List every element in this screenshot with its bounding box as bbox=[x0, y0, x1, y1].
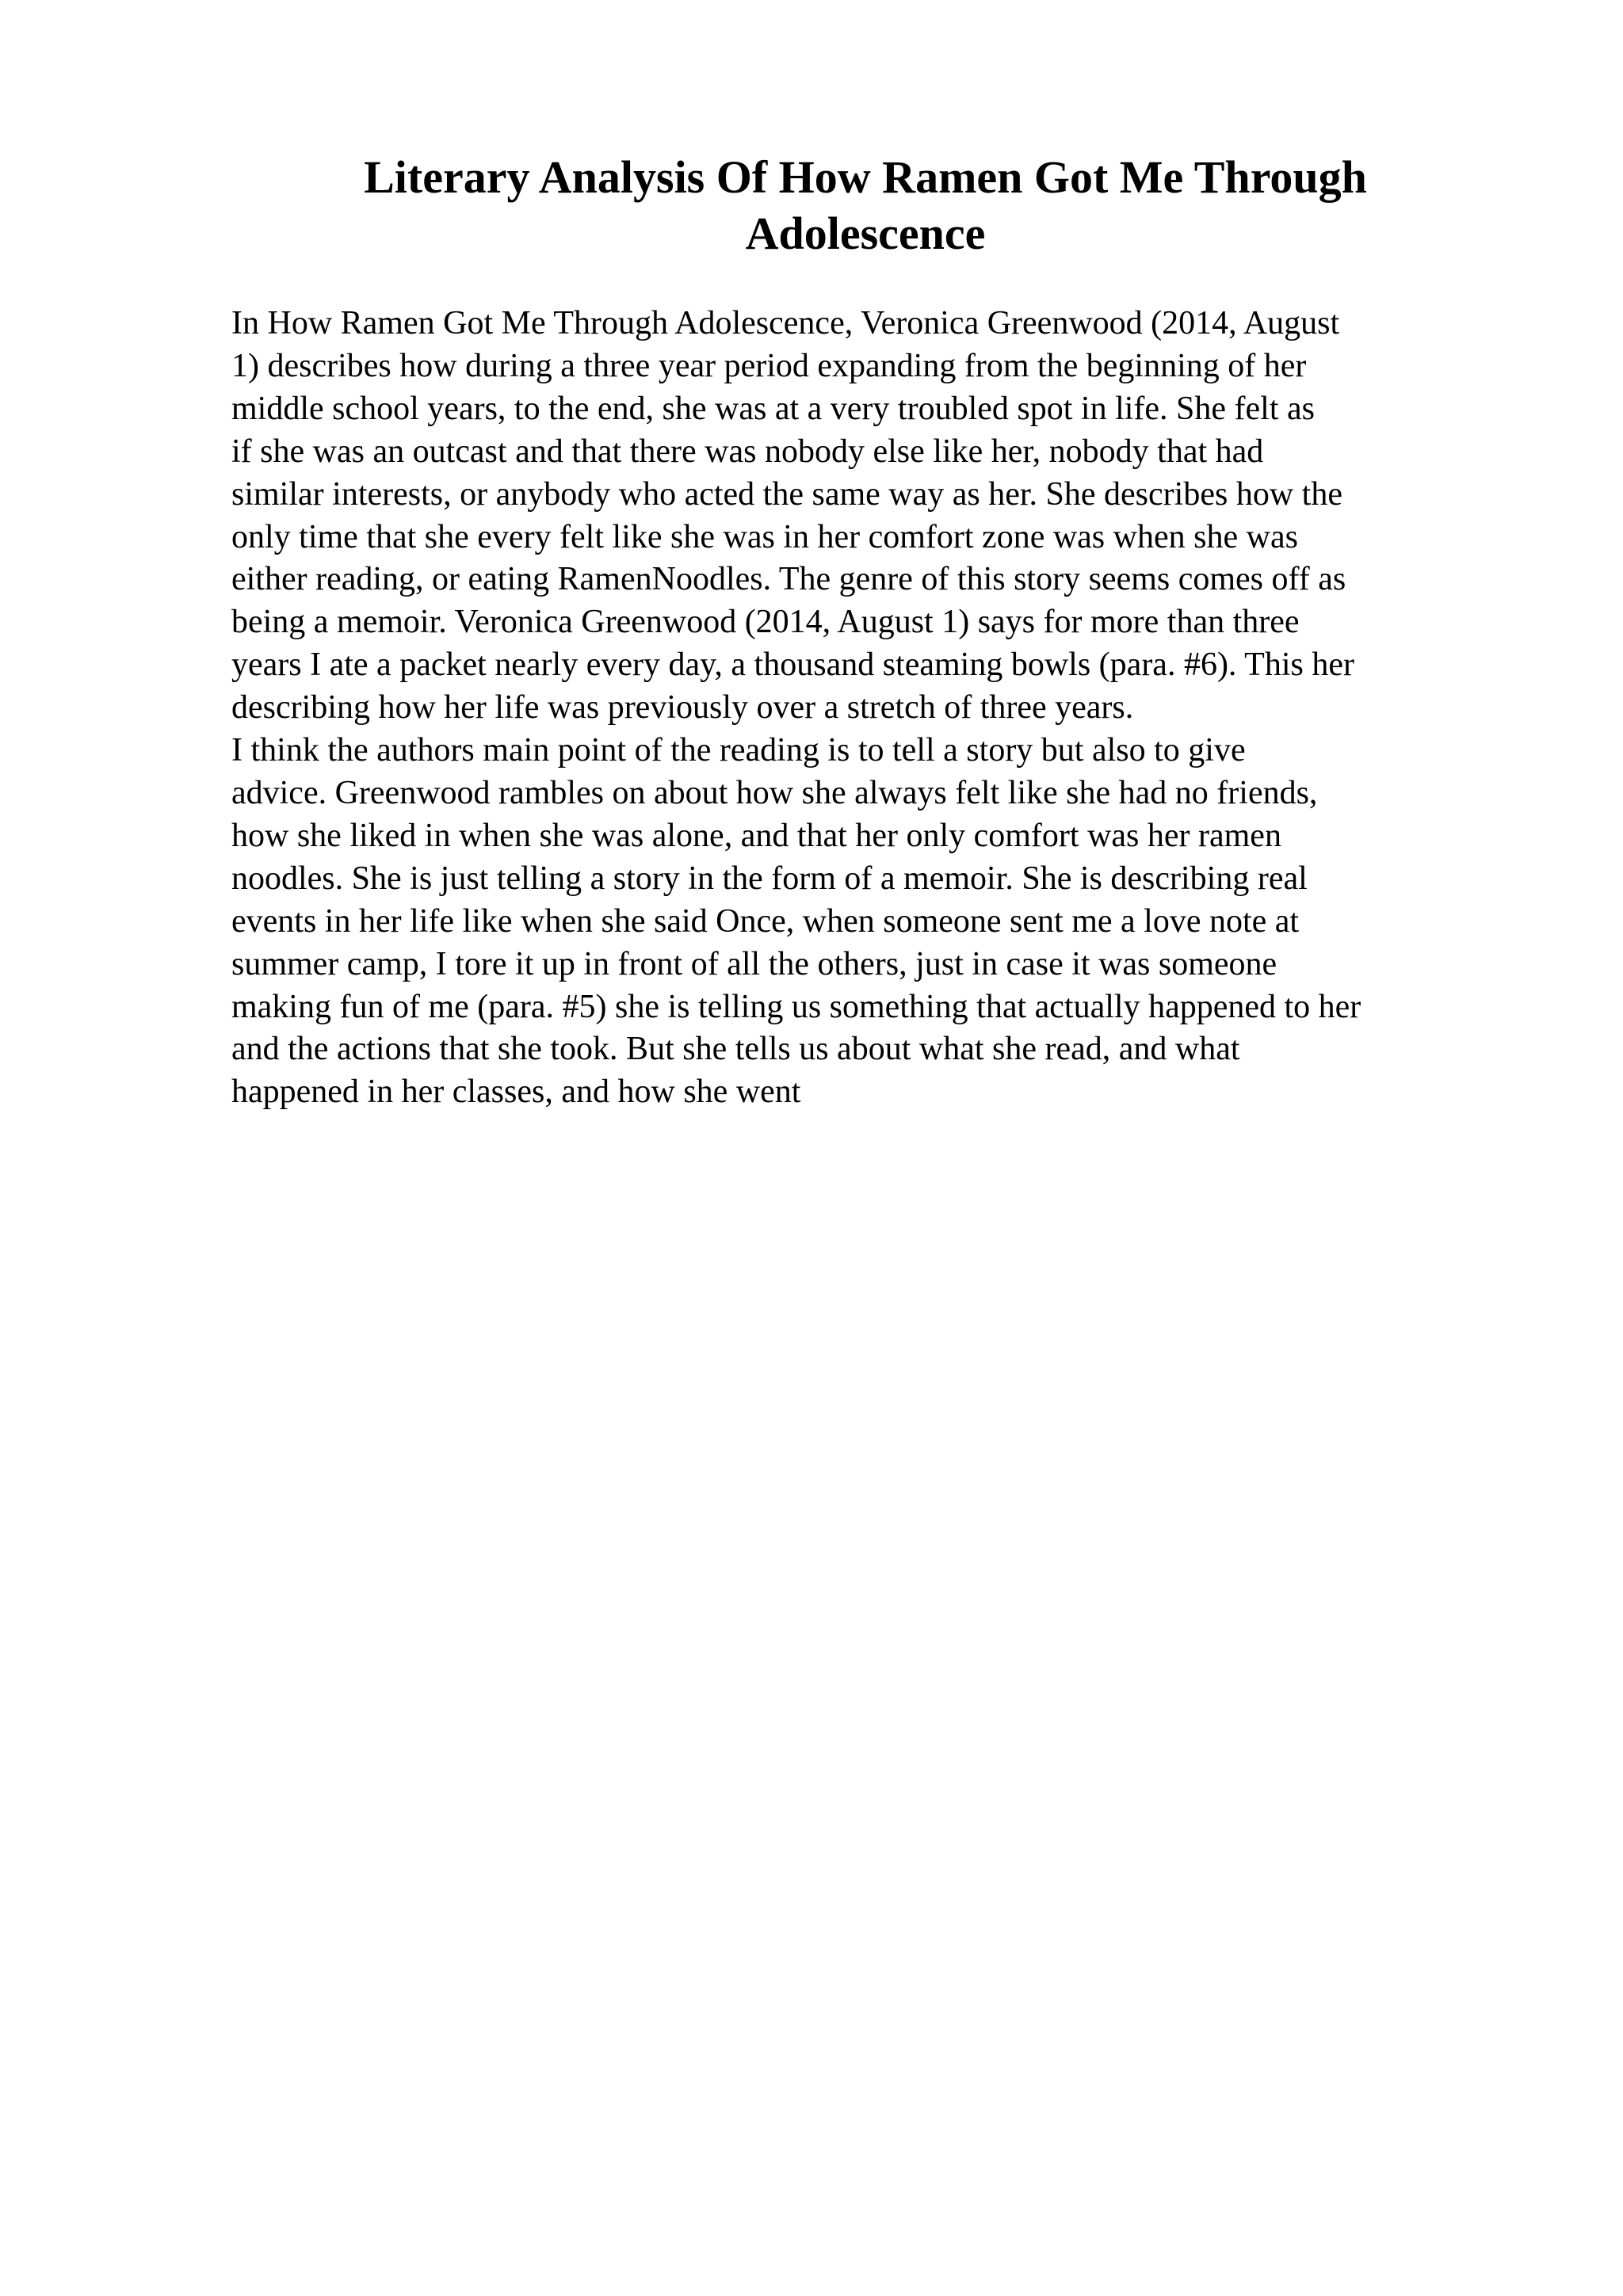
body-line: happened in her classes, and how she went bbox=[231, 1074, 801, 1111]
title-line: Adolescence bbox=[745, 208, 986, 259]
body-line: noodles. She is just telling a story in the form of a memoir. She is describing real bbox=[231, 860, 1308, 897]
body-line: if she was an outcast and that there was nobody else like her, nobody that had bbox=[231, 433, 1264, 470]
body-line: summer camp, I tore it up in front of all the others, just in case it was someone bbox=[231, 945, 1277, 982]
body-line: being a memoir. Veronica Greenwood (2014, August 1) says for more than three bbox=[231, 604, 1300, 641]
body-line: 1) describes how during a three year period expanding from the beginning of her bbox=[231, 347, 1307, 384]
title-line: Literary Analysis Of How Ramen Got Me Through bbox=[364, 151, 1367, 203]
body-line: In How Ramen Got Me Through Adolescence, Veronica Greenwood (2014, August bbox=[231, 305, 1340, 341]
document-title bbox=[230, 149, 1501, 261]
body-line: describing how her life was previously over a stretch of three years. bbox=[231, 689, 1134, 727]
body-line: only time that she every felt like she was in her comfort zone was when she was bbox=[231, 518, 1298, 555]
body-line: similar interests, or anybody who acted the same way as her. She describes how the bbox=[231, 475, 1342, 513]
body-line: advice. Greenwood rambles on about how she always felt like she had no friends, bbox=[231, 774, 1318, 811]
body-line: middle school years, to the end, she was at a very troubled spot in life. She felt as bbox=[231, 390, 1315, 427]
body-line: I think the authors main point of the reading is to tell a story but also to give bbox=[231, 732, 1246, 769]
body-line: and the actions that she took. But she tells us about what she read, and what bbox=[231, 1031, 1240, 1068]
body-line: making fun of me (para. #5) she is telling us something that actually happened to her bbox=[231, 988, 1361, 1025]
document-body bbox=[231, 303, 1515, 1114]
body-line: either reading, or eating RamenNoodles. The genre of this story seems comes off as bbox=[231, 561, 1346, 598]
body-line: events in her life like when she said Once, when someone sent me a love note at bbox=[231, 902, 1300, 940]
body-line: how she liked in when she was alone, and that her only comfort was her ramen bbox=[231, 817, 1281, 854]
body-line: years I ate a packet nearly every day, a thousand steaming bowls (para. #6). This her bbox=[231, 646, 1354, 684]
